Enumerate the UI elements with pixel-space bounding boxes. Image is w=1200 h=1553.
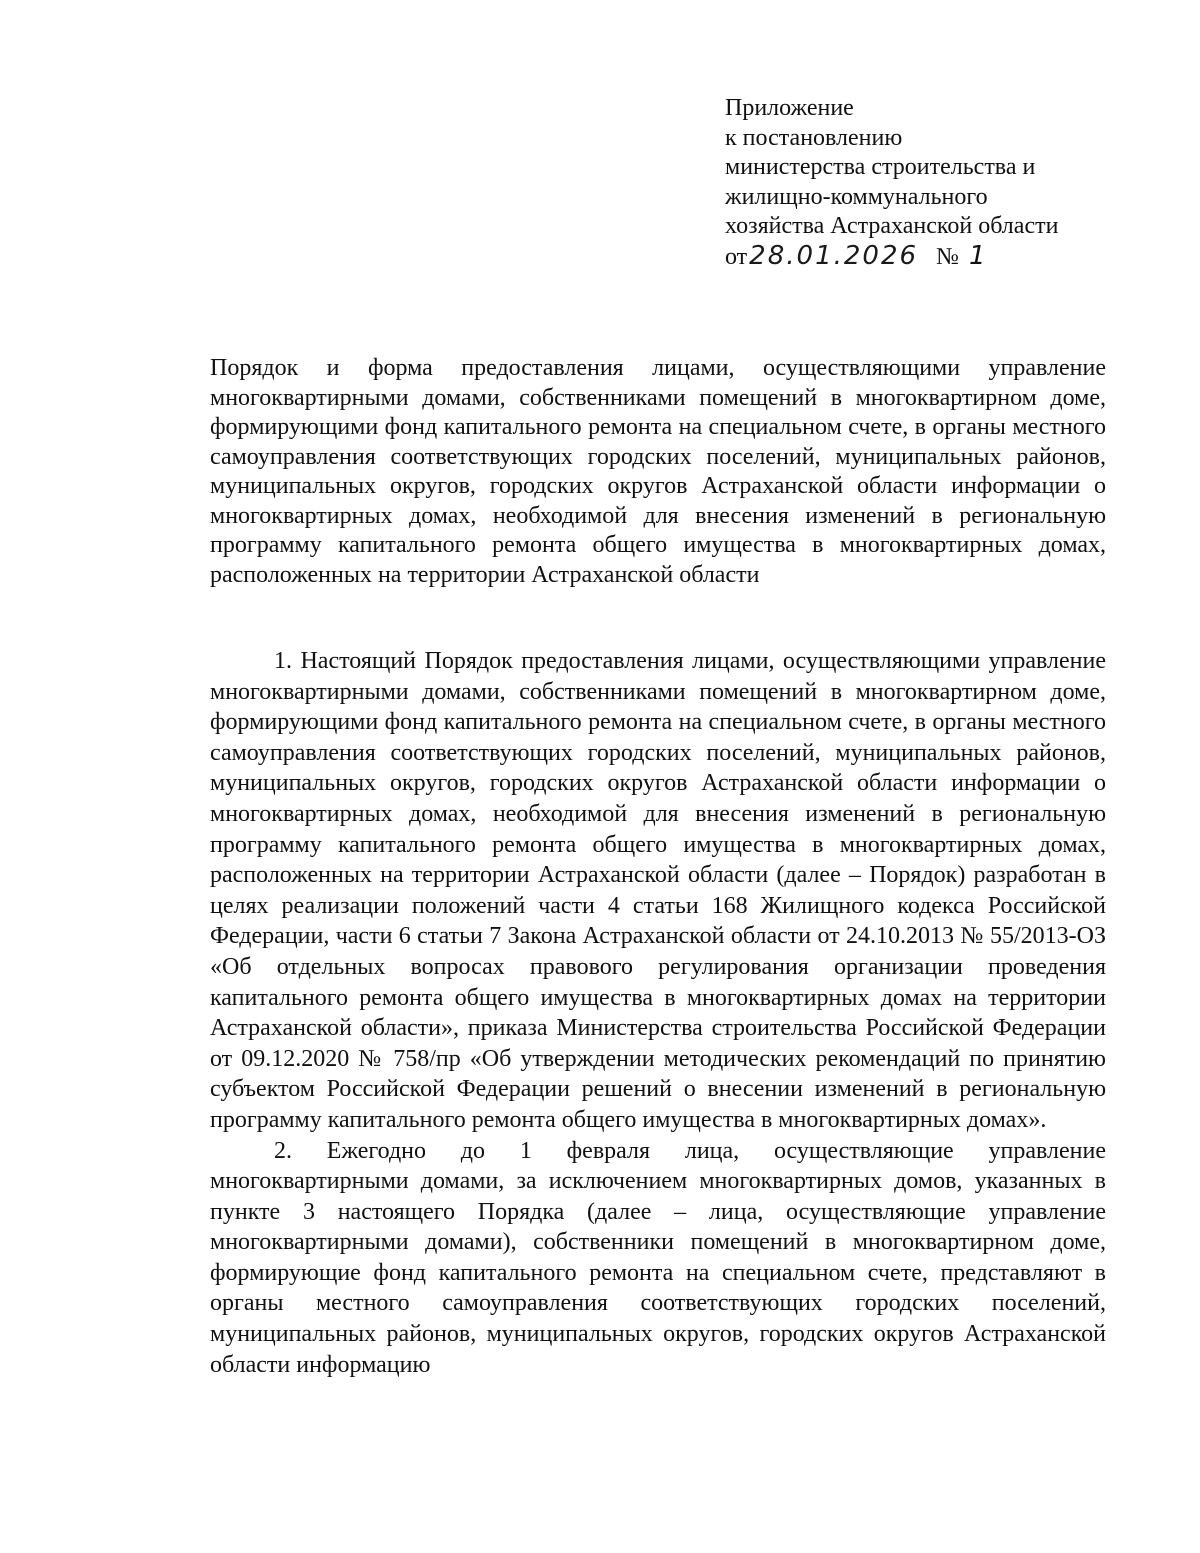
- date-prefix: от: [725, 243, 748, 270]
- document-title: Порядок и форма предоставления лицами, осуществляющими управление многоквартирными домами, собственниками помещений в многоквартирном доме, формирующими фонд капитального ремонта на специальном счете, в органы местного самоуправления соответствующих городских поселений, муниципальных районов, муниципальных округов, городских округов Астраханской области информации о многоквартирных домах, необходимой для внесения изменений в региональную программу капитального ремонта общего имущества в многоквартирных домах, расположенных на территории Астраханской области: [210, 355, 1106, 588]
- appendix-line-1: Приложение: [725, 95, 854, 121]
- appendix-line-5: хозяйства Астраханской области: [725, 213, 1059, 239]
- appendix-line-4: жилищно-коммунального: [725, 183, 988, 210]
- date-number-line: [725, 242, 1145, 273]
- appendix-line-3: министерства строительства и: [725, 154, 1036, 180]
- paragraph-2: 2. Ежегодно до 1 февраля лица, осуществляющие управление многоквартирными домами, за исключением многоквартирных домов, указанных в пункте 3 настоящего Порядка (далее – лица, осуществляющие управление многоквартирными домами), собственники помещений в многоквартирном доме, формирующие фонд капитального ремонта на специальном счете, представляют в органы местного самоуправления соответствующих городских поселений, муниципальных районов, муниципальных округов, городских округов Астраханской области информацию: [210, 1137, 1106, 1378]
- handwritten-date: 28.01.2026: [749, 240, 919, 271]
- appendix-header: [725, 94, 1145, 272]
- paragraph-1: 1. Настоящий Порядок предоставления лицами, осуществляющими управление многоквартирными домами, собственниками помещений в многоквартирном доме, формирующими фонд капитального ремонта на специальном счете, в органы местного самоуправления соответствующих городских поселений, муниципальных районов, муниципальных округов, городских округов Астраханской области информации о многоквартирных домах, необходимой для внесения изменений в региональную программу капитального ремонта общего имущества в многоквартирных домах, расположенных на территории Астраханской области (далее – Порядок) разработан в целях реализации положений части 4 статьи 168 Жилищного кодекса Российской Федерации, части 6 статьи 7 Закона Астраханской области от 24.10.2013 № 55/2013-ОЗ «Об отдельных вопросах правового регулирования организации проведения капитального ремонта общего имущества в многоквартирных домах на территории Астраханской области», приказа Министерства строительства Российской Федерации от 09.12.2020 № 758/пр «Об утверждении методических рекомендаций по принятию субъектом Российской Федерации решений о внесении изменений в региональную программу капитального ремонта общего имущества в многоквартирных домах».: [210, 648, 1106, 1133]
- number-prefix: №: [936, 243, 959, 270]
- document-body: [210, 646, 1106, 1380]
- appendix-line-2: к постановлению: [725, 124, 903, 151]
- handwritten-number: 1: [968, 240, 986, 271]
